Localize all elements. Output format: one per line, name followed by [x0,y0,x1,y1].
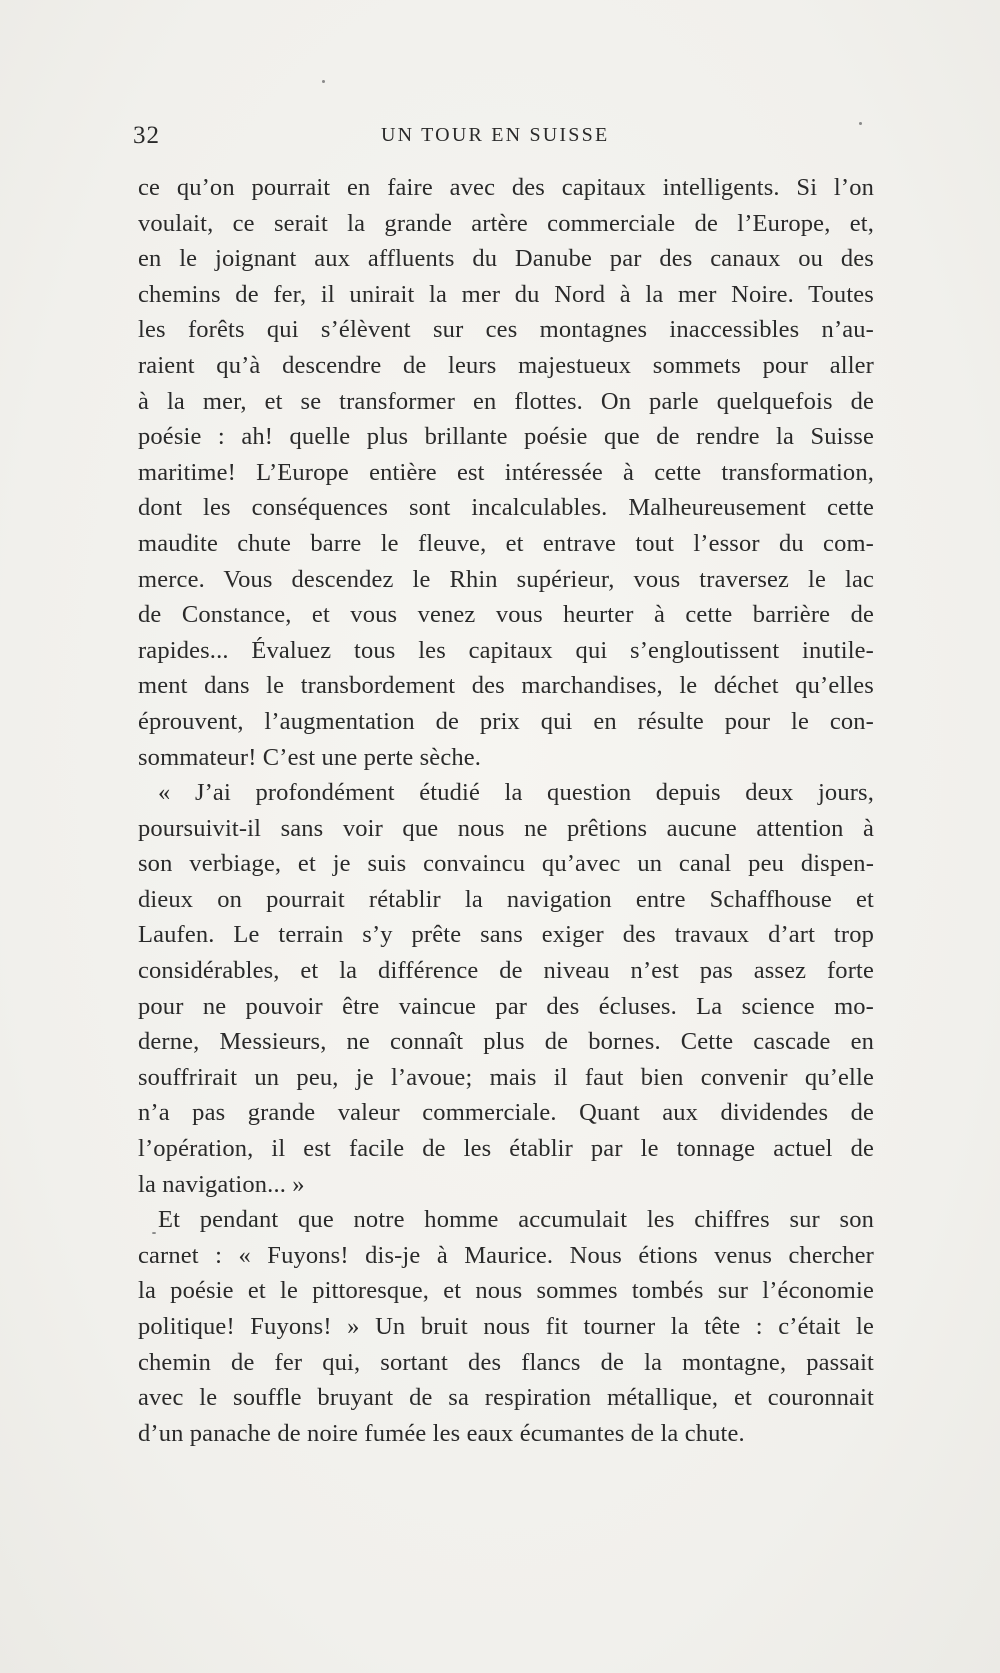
text-line: Laufen. Le terrain s’y prête sans exiger des travaux d’art trop [138,921,874,949]
text-line: merce. Vous descendez le Rhin supérieur, vous traversez le lac [138,565,874,593]
text-line: « J’ai profondément étudié la question depuis deux jours, [158,779,874,807]
text-line: rapides... Évaluez tous les capitaux qui s’engloutissent inutile- [138,636,874,664]
text-line: pour ne pouvoir être vaincue par des écluses. La science mo- [138,992,874,1020]
text-line: d’un panache de noire fumée les eaux écumantes de la chute. [138,1419,745,1447]
text-line: ment dans le transbordement des marchandises, le déchet qu’elles [138,672,874,700]
text-line: la navigation... » [138,1170,305,1198]
text-line: souffrirait un peu, je l’avoue; mais il faut bien convenir qu’elle [138,1063,874,1091]
text-line: derne, Messieurs, ne connaît plus de bornes. Cette cascade en [138,1028,874,1056]
page-number: 32 [133,122,160,149]
text-line: l’opération, il est facile de les établir par le tonnage actuel de [138,1135,874,1163]
text-line: dont les conséquences sont incalculables. Malheureusement cette [138,494,874,522]
text-line: dieux on pourrait rétablir la navigation entre Schaffhouse et [138,885,874,913]
text-line: maritime! L’Europe entière est intéressée à cette transformation, [138,458,874,486]
text-line: Et pendant que notre homme accumulait les chiffres sur son [158,1206,874,1234]
text-line: avec le souffle bruyant de sa respiration métallique, et couronnait [138,1384,874,1412]
text-line: poursuivit-il sans voir que nous ne prêtions aucune attention à [138,814,874,842]
ink-speck [322,80,325,83]
text-line: ce qu’on pourrait en faire avec des capitaux intelligents. Si l’on [138,174,874,201]
text-line: son verbiage, et je suis convaincu qu’avec un canal peu dispen- [138,850,874,878]
text-line: sommateur! C’est une perte sèche. [138,743,482,771]
text-line: éprouvent, l’augmentation de prix qui en résulte pour le con- [138,707,874,735]
text-line: les forêts qui s’élèvent sur ces montagnes inaccessibles n’au- [138,316,874,344]
text-line: raient qu’à descendre de leurs majestueux sommets pour aller [138,351,874,379]
text-line: la poésie et le pittoresque, et nous sommes tombés sur l’économie [138,1277,874,1305]
text-line: à la mer, et se transformer en flottes. On parle quelquefois de [138,387,874,415]
text-line: politique! Fuyons! » Un bruit nous fit tourner la tête : c’était le [138,1313,874,1340]
running-title: UN TOUR EN SUISSE [381,124,610,146]
text-line: poésie : ah! quelle plus brillante poésie que de rendre la Suisse [138,423,874,451]
text-line: carnet : « Fuyons! dis-je à Maurice. Nous étions venus chercher [138,1241,874,1269]
text-line: chemin de fer qui, sortant des flancs de la montagne, passait [138,1348,874,1376]
text-line: chemins de fer, il unirait la mer du Nord à la mer Noire. Toutes [138,280,874,308]
text-line: en le joignant aux affluents du Danube par des canaux ou des [138,245,874,273]
running-head [133,122,873,156]
text-line: de Constance, et vous venez vous heurter à cette barrière de [138,601,874,629]
text-line: voulait, ce serait la grande artère commerciale de l’Europe, et, [138,209,874,237]
text-line: maudite chute barre le fleuve, et entrave tout l’essor du com- [138,529,874,557]
text-line: considérables, et la différence de niveau n’est pas assez forte [138,957,874,985]
text-line: n’a pas grande valeur commerciale. Quant aux dividendes de [138,1099,874,1127]
body-text [138,170,874,1451]
